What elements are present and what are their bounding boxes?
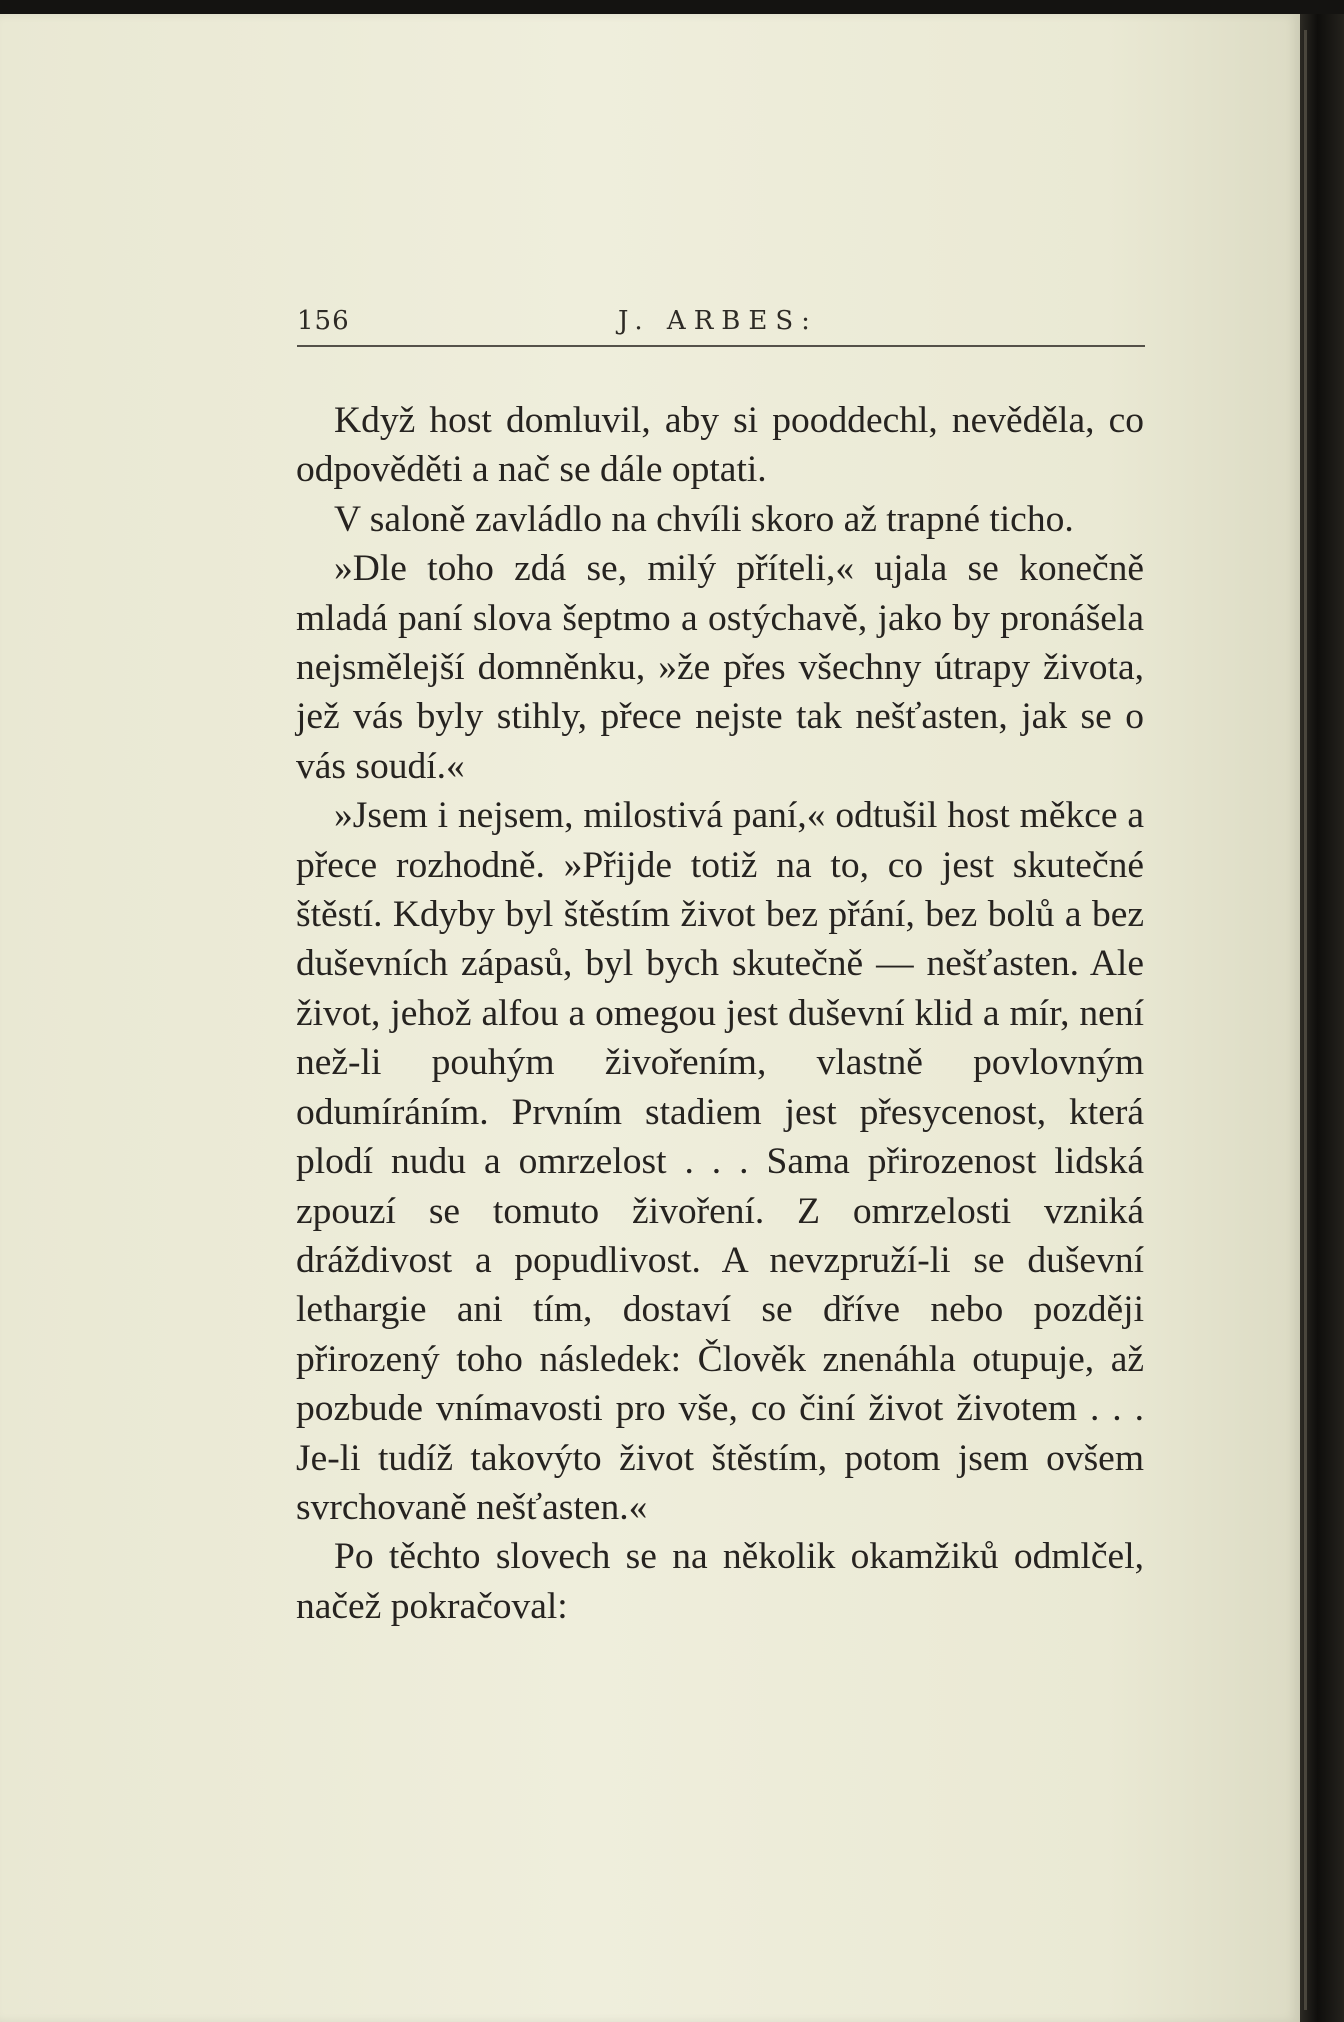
running-head-author: J. ARBES: (618, 306, 818, 336)
gutter-edge-line (1304, 30, 1307, 2010)
page-number: 156 (297, 306, 350, 336)
header-rule (297, 345, 1145, 347)
paragraph: Když host domluvil, aby si pooddechl, nevěděla, co odpověděti a nač se dále optati. (296, 400, 1144, 491)
scan-top-edge (0, 0, 1344, 14)
paragraph: »Dle toho zdá se, milý příteli,« ujala se konečně mladá paní slova šeptmo a ostýchavě, jako by pronášela nejsmělejší domněnku, »že přes všechny útrapy života, jež vás byly stihly, přece nejste tak nešťasten, jak se o vás soudí.« (296, 548, 1144, 787)
paragraph: Po těchto slovech se na několik okamžiků odmlčel, načež pokračoval: (296, 1536, 1144, 1627)
paragraph: »Jsem i nejsem, milostivá paní,« odtušil host měkce a přece rozhodně. »Přijde totiž na to, co jest skutečné štěstí. Kdyby byl štěstím život bez přání, bez bolů a bez duševních zápasů, byl bych skutečně — nešťasten. Ale život, jehož alfou a omegou jest duševní klid a mír, není než-li pouhým živořením, vlastně povlovným odumíráním. Prvním stadiem jest přesycenost, která plodí nudu a omrzelost . . . Sama přirozenost lidská zpouzí se tomuto živoření. Z omrzelosti vzniká dráždivost a popudlivost. A nevzpruží-li se duševní lethargie ani tím, dostaví se dříve nebo později přirozený toho následek: Člověk znenáhla otupuje, až pozbude vnímavosti pro vše, co činí život životem . . . Je-li tudíž takovýto život štěstím, potom jsem ovšem svrchovaně nešťasten.« (296, 795, 1144, 1528)
body-text (296, 396, 1144, 1631)
running-head (297, 298, 1145, 348)
paragraph: V saloně zavládlo na chvíli skoro až trapné ticho. (334, 498, 1074, 540)
